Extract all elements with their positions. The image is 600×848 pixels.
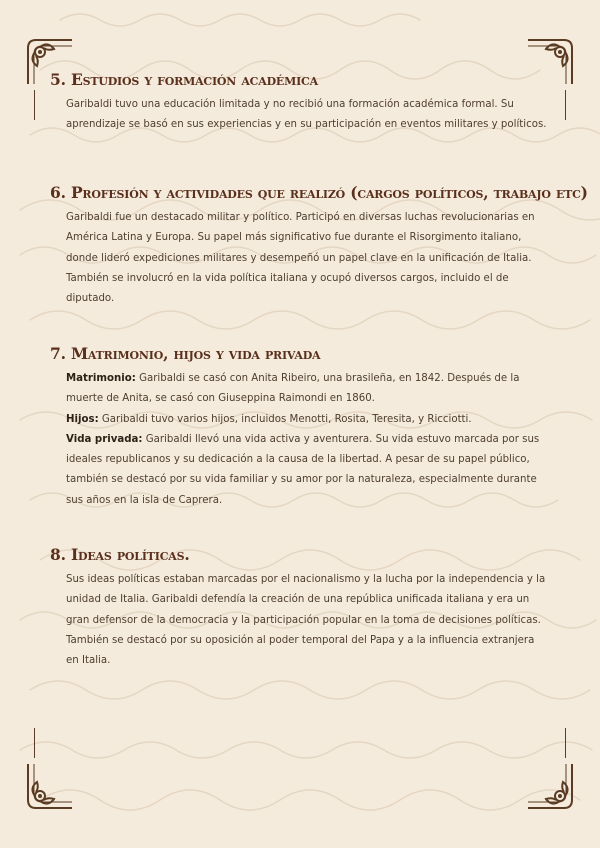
frame-rule	[34, 728, 35, 758]
section-heading: 5. Estudios y formación académica	[50, 70, 318, 89]
section-text: Garibaldi fue un destacado militar y político. Participó en diversas luchas revolucionarias en América Latina y Europa. Su papel más significativo fue durante el Risorgimento italiano, donde lideró expediciones militares y desempeñó un papel clave en la unificación de Italia. También se involucró en la vida política italiana y ocupó diversos cargos, incluido el de diputado.	[66, 212, 535, 305]
frame-rule	[565, 728, 566, 758]
section-heading: 8. Ideas políticas.	[50, 545, 190, 564]
item-label: Matrimonio:	[66, 373, 136, 384]
item-label: Vida privada:	[66, 433, 143, 445]
frame-rule	[34, 90, 35, 120]
item-text: Garibaldi tuvo varios hijos, incluidos Menotti, Rosita, Teresita, y Ricciotti.	[98, 413, 472, 425]
section-education	[50, 70, 550, 136]
corner-ornament-icon	[24, 760, 76, 812]
section-profession	[50, 183, 588, 309]
item-text: Garibaldi se casó con Anita Ribeiro, una brasileña, en 1842. Después de la muerte de Anita, se casó con Giuseppina Raimondi en 1860.	[66, 373, 520, 405]
item-text: Garibaldi llevó una vida activa y aventurera. Su vida estuvo marcada por sus ideales republicanos y su dedicación a la causa de la libertad. A pesar de su papel público, también se destacó por su vida familiar y su amor por la naturaleza, especialmente durante sus años en la isla de Caprera.	[66, 433, 540, 506]
frame-rule	[565, 90, 566, 120]
section-heading: 6. Profesión y actividades que realizó (cargos políticos, trabajo etc)	[50, 183, 588, 202]
section-text	[66, 369, 550, 511]
section-text: Garibaldi tuvo una educación limitada y no recibió una formación académica formal. Su aprendizaje se basó en sus experiencias y en su participación en eventos militares y políticos.	[66, 99, 547, 131]
section-heading: 7. Matrimonio, hijos y vida privada	[50, 344, 321, 363]
item-label: Hijos:	[66, 413, 99, 425]
section-private-life	[50, 344, 550, 511]
section-political-ideas	[50, 545, 550, 671]
corner-ornament-icon	[524, 760, 576, 812]
section-text: Sus ideas políticas estaban marcadas por el nacionalismo y la lucha por la independencia y la unidad de Italia. Garibaldi defendía la creación de una república unificada italiana y era un gran defensor de la democracia y la participación popular en la toma de decisiones políticas. También se destacó por su oposición al poder temporal del Papa y a la influencia extranjera en Italia.	[66, 574, 546, 667]
